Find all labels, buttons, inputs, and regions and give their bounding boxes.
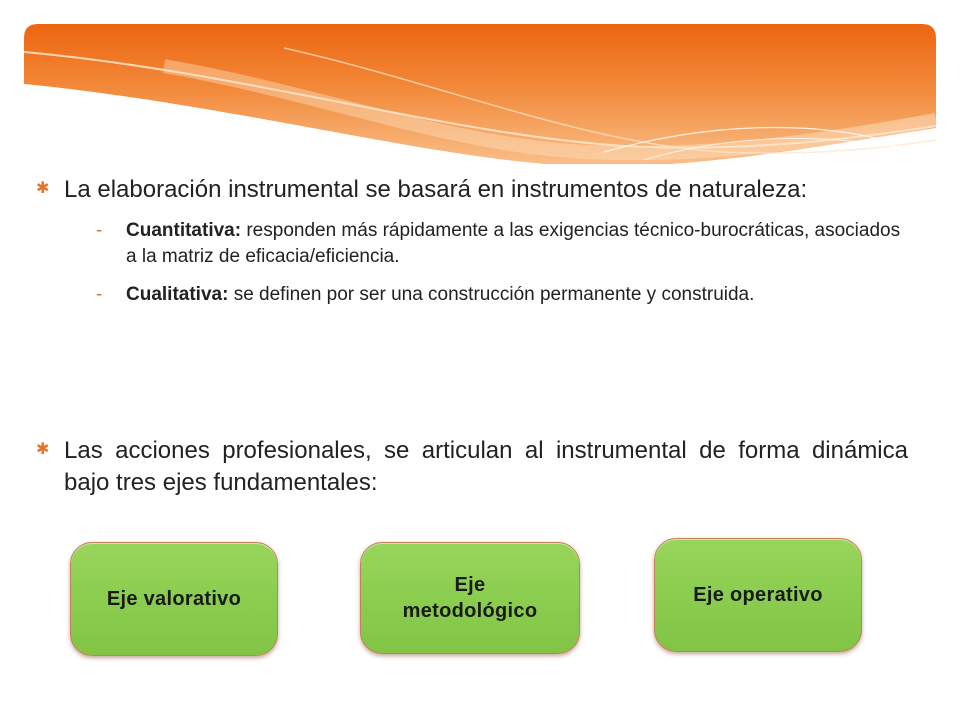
bullet-2 (36, 435, 908, 499)
sub-list (96, 218, 908, 308)
axis-box-metodologico (360, 542, 580, 654)
axis-box-operativo (654, 538, 862, 652)
dash-bullet-icon: - (96, 284, 103, 305)
bullet-1-text: La elaboración instrumental se basará en instrumentos de naturaleza: (64, 176, 808, 203)
sub-item-term: Cuantitativa: (126, 220, 242, 241)
dash-bullet-icon: - (96, 220, 103, 241)
bullet-1 (36, 174, 908, 320)
sub-item-description: se definen por ser una construcción permanente y construida. (228, 284, 755, 305)
bullet-2-text: Las acciones profesionales, se articulan al instrumental de forma dinámica bajo tres ejes fundamentales: (64, 437, 908, 496)
axis-label: Eje valorativo (106, 588, 242, 610)
sub-item-cuantitativa (96, 218, 908, 270)
header-banner (24, 24, 936, 164)
sub-item-cualitativa (96, 282, 908, 308)
axis-label: Eje metodológico (402, 574, 538, 622)
asterisk-bullet-icon: ✱ (36, 180, 50, 197)
sub-item-description: responden más rápidamente a las exigencias técnico-burocráticas, asociados a la matriz de eficacia/eficiencia. (126, 220, 901, 267)
sub-item-term: Cualitativa: (126, 284, 229, 305)
axis-box-valorativo (70, 542, 278, 656)
asterisk-bullet-icon: ✱ (36, 441, 50, 458)
axis-label: Eje operativo (693, 584, 823, 606)
